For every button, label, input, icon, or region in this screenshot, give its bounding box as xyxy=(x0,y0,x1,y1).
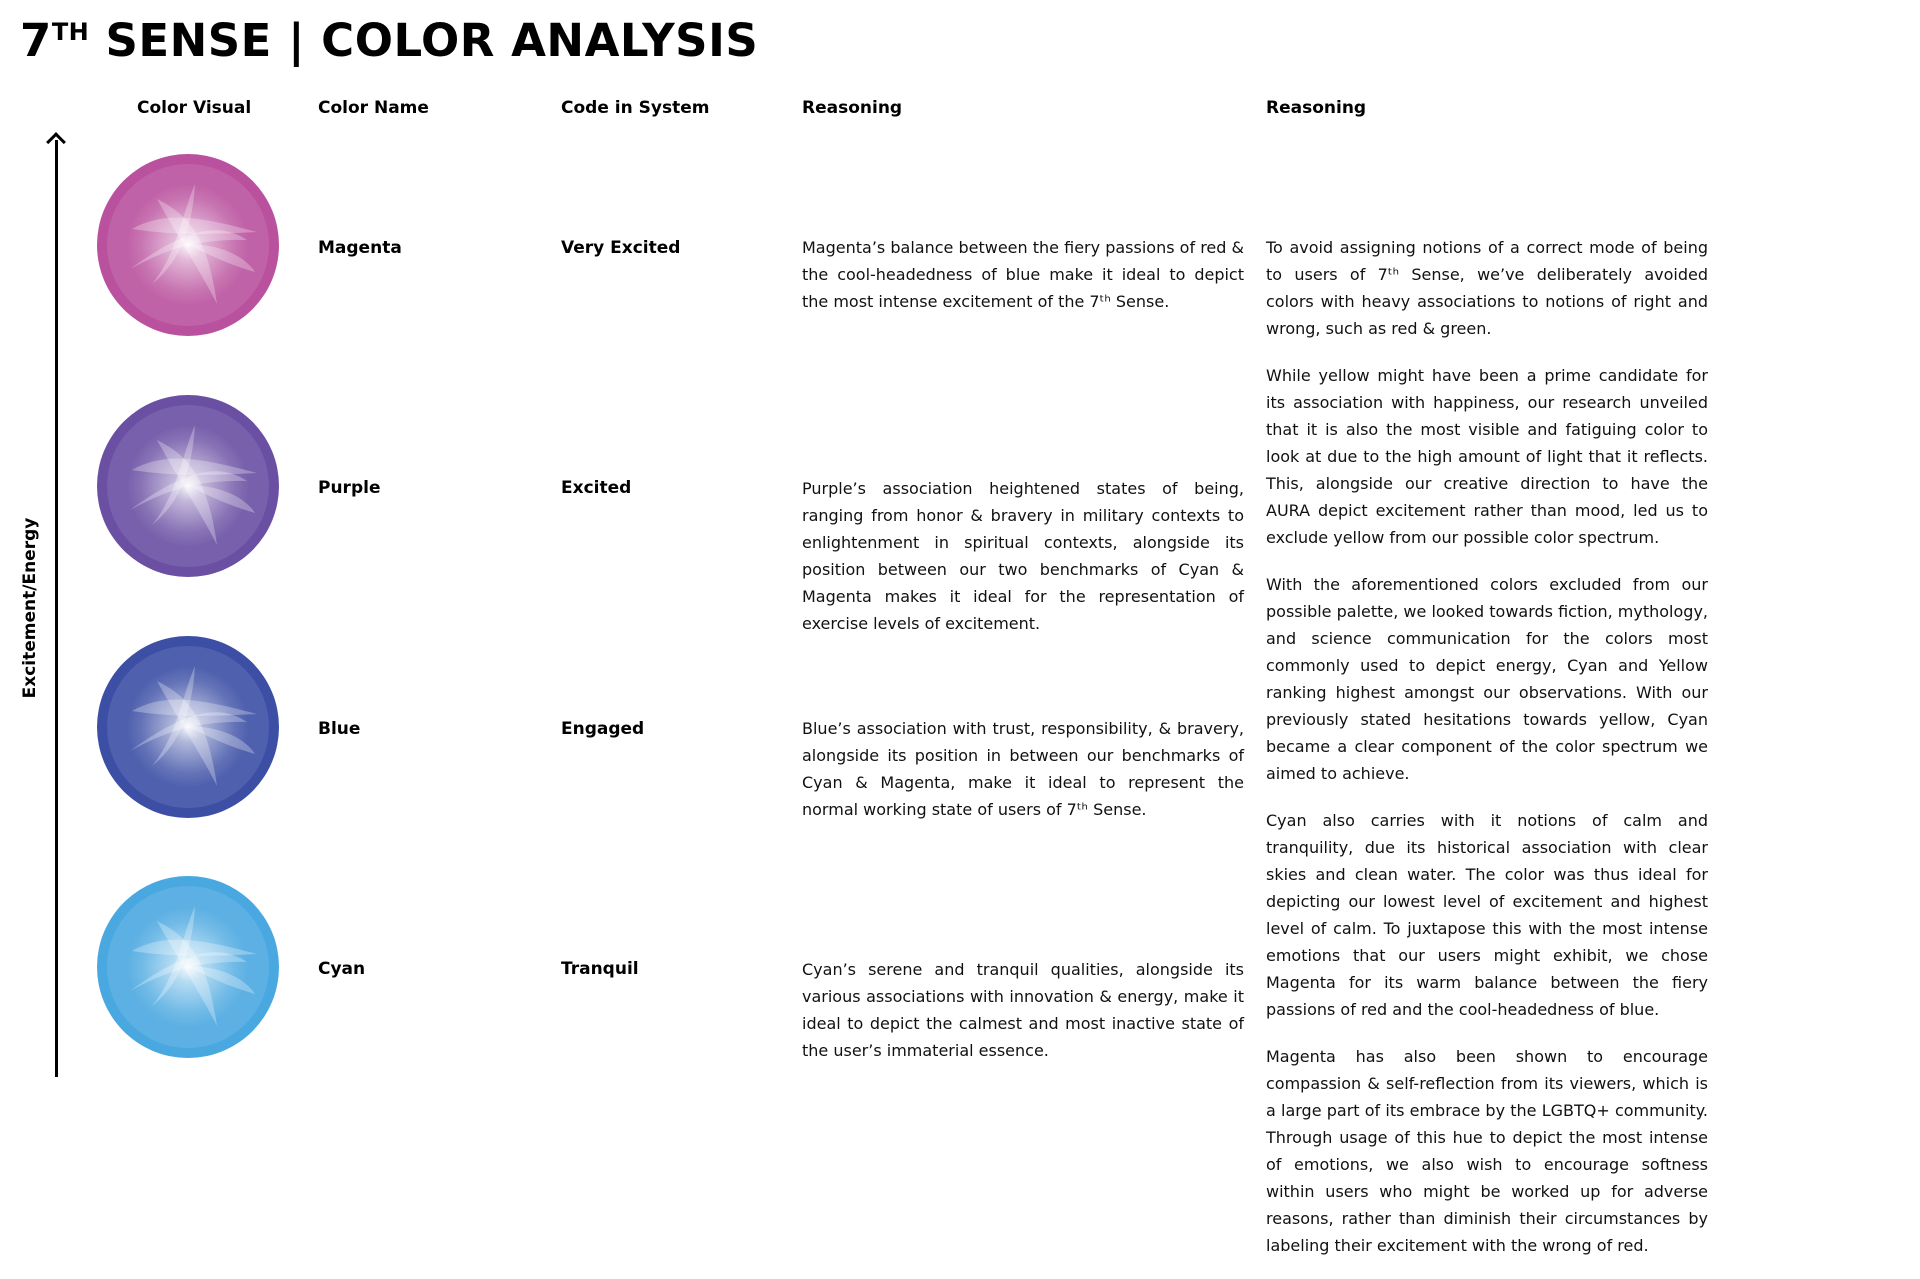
title-text: SENSE | COLOR ANALYSIS xyxy=(89,14,759,67)
code-magenta: Very Excited xyxy=(561,238,681,258)
page-title xyxy=(20,14,758,67)
overall-reasoning xyxy=(1266,234,1708,1279)
color-name-magenta: Magenta xyxy=(318,238,402,258)
title-superscript: TH xyxy=(51,18,90,46)
code-purple: Excited xyxy=(561,478,632,498)
header-reasoning: Reasoning xyxy=(802,98,903,118)
purple-orb-icon xyxy=(97,395,279,577)
overall-reasoning-paragraph: With the aforementioned colors excluded from our possible palette, we looked towards fiction, mythology, and science communication for the colors most commonly used to depict energy, Cyan and Yellow ranking highest amongst our observations. With our previously stated hesitations towards yellow, Cyan became a clear component of the color spectrum we aimed to achieve. xyxy=(1266,575,1708,783)
color-name-purple: Purple xyxy=(318,478,381,498)
header-code-in-system: Code in System xyxy=(561,98,710,118)
code-blue: Engaged xyxy=(561,719,645,739)
magenta-orb-icon xyxy=(97,154,279,336)
reasoning-magenta: Magenta’s balance between the fiery passions of red & the cool-headedness of blue make it ideal to depict the most intense excitement of the 7ᵗʰ Sense. xyxy=(802,238,1244,311)
arrow-up-icon xyxy=(46,132,66,152)
axis-label: Excitement/Energy xyxy=(20,517,40,699)
reasoning-cyan: Cyan’s serene and tranquil qualities, alongside its various associations with innovation & energy, make it ideal to depict the calmest and most inactive state of the user’s immaterial essence. xyxy=(802,960,1244,1060)
header-color-name: Color Name xyxy=(318,98,429,118)
cyan-orb-icon xyxy=(97,876,279,1058)
reasoning-purple: Purple’s association heightened states of being, ranging from honor & bravery in military contexts to enlightenment in spiritual contexts, alongside its position between our two benchmarks of Cyan & Magenta makes it ideal for the representation of exercise levels of excitement. xyxy=(802,479,1244,633)
color-name-cyan: Cyan xyxy=(318,959,366,979)
overall-reasoning-paragraph: To avoid assigning notions of a correct mode of being to users of 7ᵗʰ Sense, we’ve deliberately avoided colors with heavy associations to notions of right and wrong, such as red & green. xyxy=(1266,238,1708,338)
overall-reasoning-paragraph: Magenta has also been shown to encourage compassion & self-reflection from its viewers, which is a large part of its embrace by the LGBTQ+ community. Through usage of this hue to depict the most intense of emotions, we also wish to encourage softness within users who might be worked up for adverse reasons, rather than diminish their circumstances by labeling their excitement with the wrong of red. xyxy=(1266,1047,1708,1255)
blue-orb-icon xyxy=(97,636,279,818)
color-name-blue: Blue xyxy=(318,719,361,739)
header-reasoning-overall: Reasoning xyxy=(1266,98,1367,118)
title-number: 7 xyxy=(20,14,52,67)
overall-reasoning-paragraph: Cyan also carries with it notions of calm and tranquility, due its historical association with clear skies and clean water. The color was thus ideal for depicting our lowest level of excitement and highest level of calm. To juxtapose this with the most intense emotions that our users might exhibit, we chose Magenta for its warm balance between the fiery passions of red and the cool-headedness of blue. xyxy=(1266,811,1708,1019)
header-color-visual: Color Visual xyxy=(137,98,252,118)
code-cyan: Tranquil xyxy=(561,959,639,979)
axis-line xyxy=(55,140,58,1077)
reasoning-blue: Blue’s association with trust, responsibility, & bravery, alongside its position in between our benchmarks of Cyan & Magenta, make it ideal to represent the normal working state of users of 7ᵗʰ Sense. xyxy=(802,719,1244,819)
overall-reasoning-paragraph: While yellow might have been a prime candidate for its association with happiness, our research unveiled that it is also the most visible and fatiguing color to look at due to the high amount of light that it reflects. This, alongside our creative direction to have the AURA depict excitement rather than mood, led us to exclude yellow from our possible color spectrum. xyxy=(1266,366,1708,547)
